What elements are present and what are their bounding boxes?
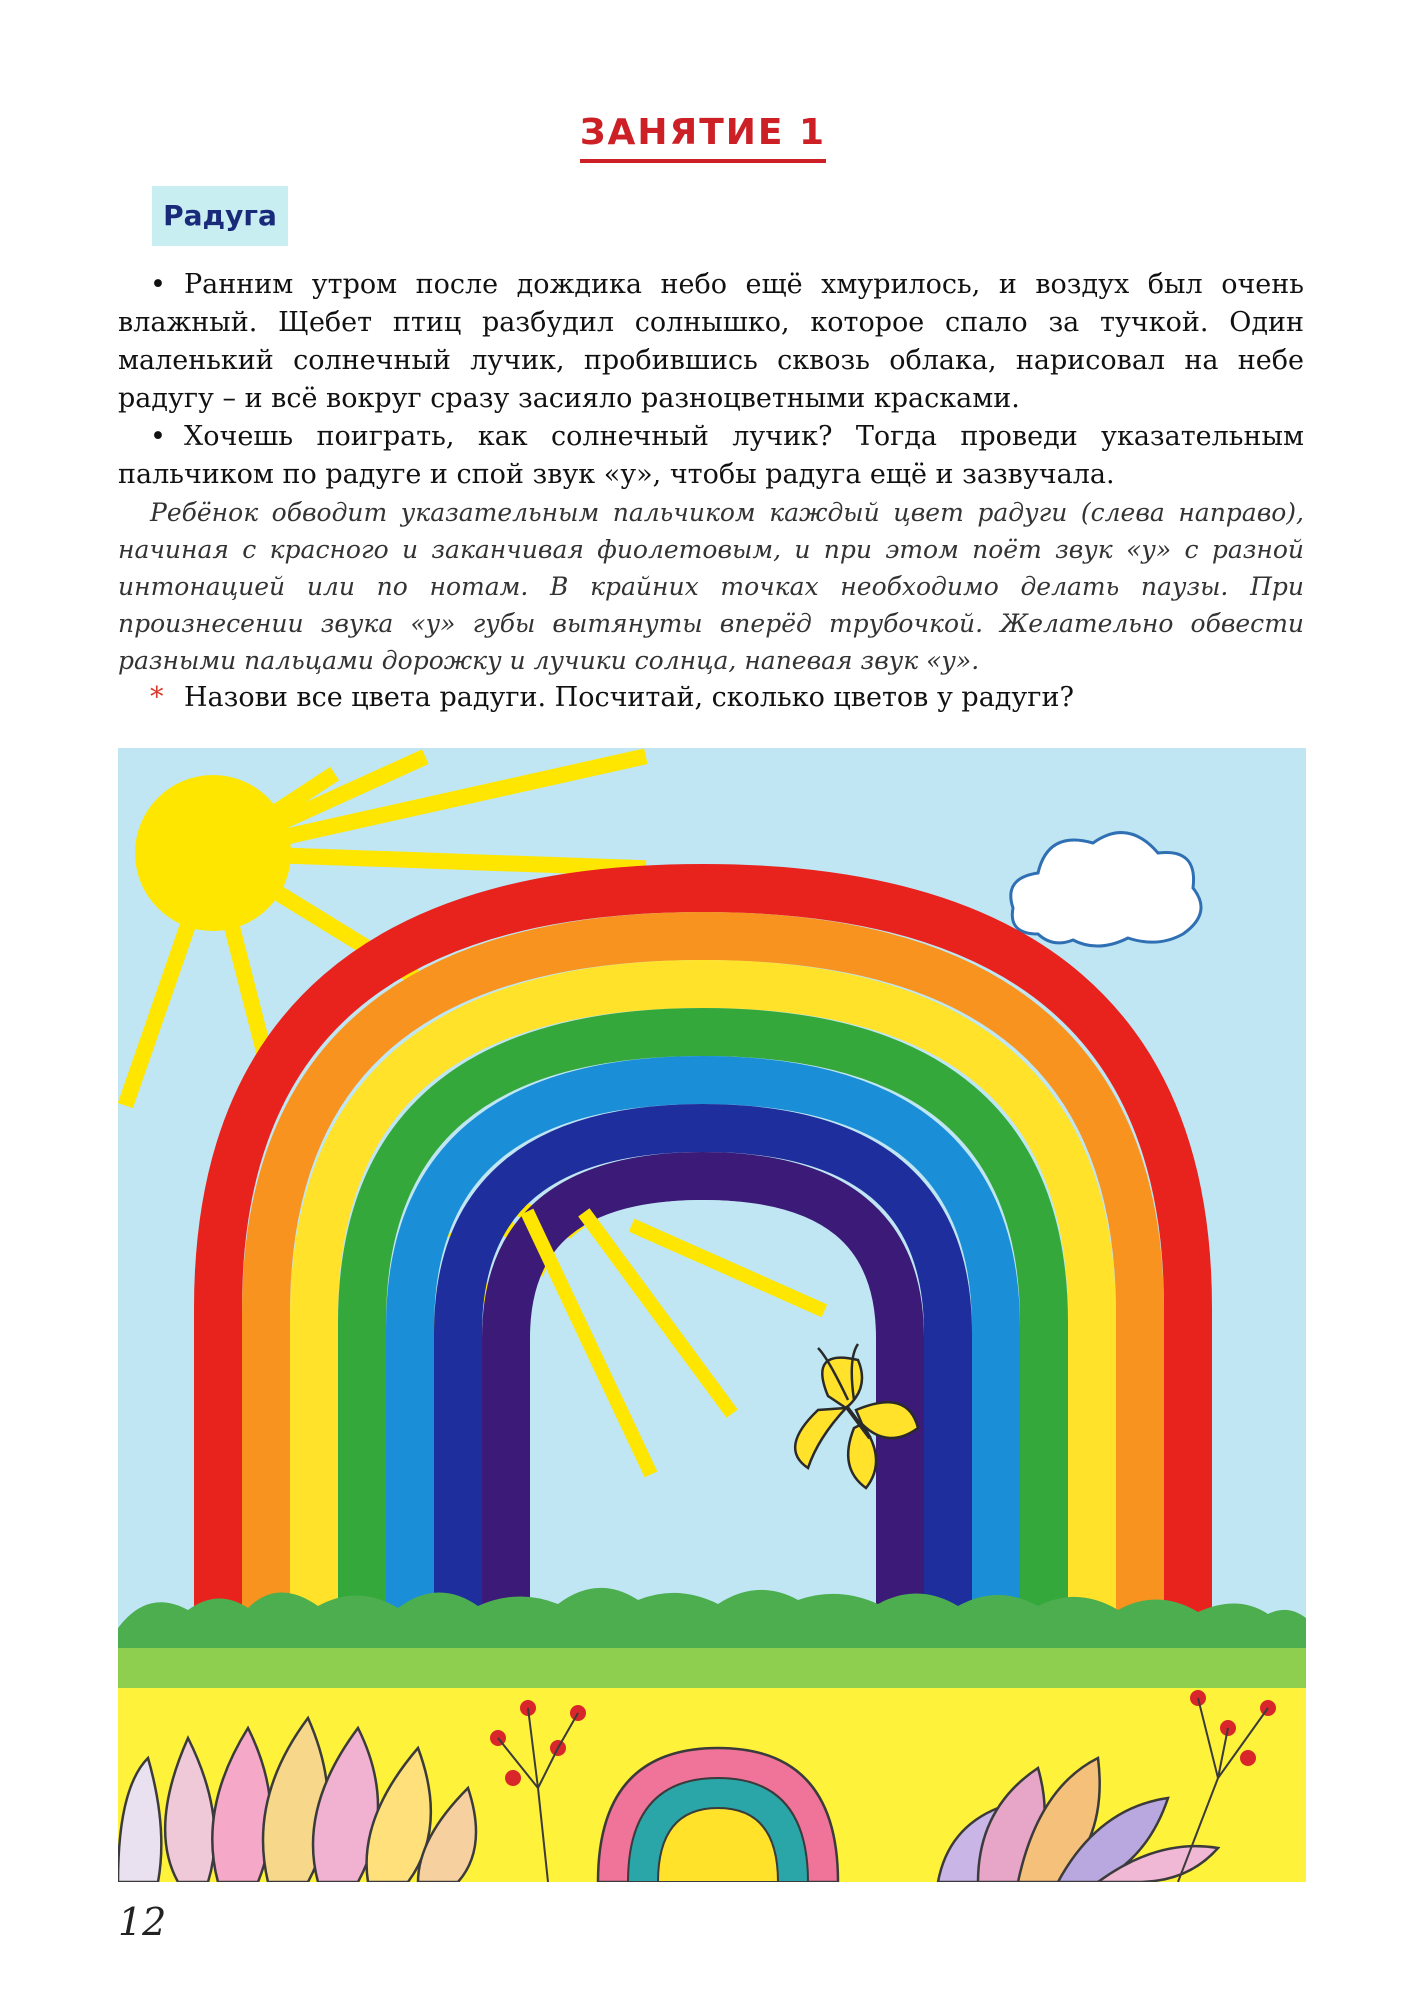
star-marker: * [150, 682, 164, 713]
paragraph-story-text: Ранним утром после дождика небо ещё хмурилось, и воздух был очень влажный. Щебет птиц разбудил солнышко, которое спало за тучкой. Один маленький солнечный лучик, пробившись сквозь облака, нарисовал на небе радугу – и всё вокруг сразу засияло разноцветными красками. [118, 269, 1304, 414]
bullet-marker: • [150, 269, 166, 300]
grass-strip [118, 1648, 1306, 1688]
paragraph-question [118, 679, 1304, 717]
paragraph-task [118, 418, 1304, 494]
page-title [0, 112, 1406, 163]
section-badge: Радуга [152, 186, 288, 246]
paragraph-task-text: Хочешь поиграть, как солнечный лучик? Тогда проведи указательным пальчиком по радуге и спой звук «у», чтобы радуга ещё и зазвучала. [118, 421, 1304, 490]
lesson-heading: ЗАНЯТИЕ 1 [580, 112, 826, 163]
page-number: 12 [118, 1900, 167, 1944]
paragraph-instruction: Ребёнок обводит указательным пальчиком каждый цвет радуги (слева направо), начиная с красного и заканчивая фиолетовым, и при этом поёт звук «у» с разной интонацией или по нотам. В крайних точках необходимо делать паузы. При произнесении звука «у» губы вытянуты вперёд трубочкой. Желательно обвести разными пальцами дорожку и лучики солнца, напевая звук «у». [118, 498, 1304, 675]
paragraph-story [118, 266, 1304, 418]
sun [135, 775, 291, 931]
paragraph-question-text: Назови все цвета радуги. Посчитай, сколько цветов у радуги? [184, 682, 1074, 713]
rainbow-illustration [118, 748, 1306, 1882]
lesson-text [118, 266, 1304, 717]
bullet-marker: • [150, 421, 166, 452]
